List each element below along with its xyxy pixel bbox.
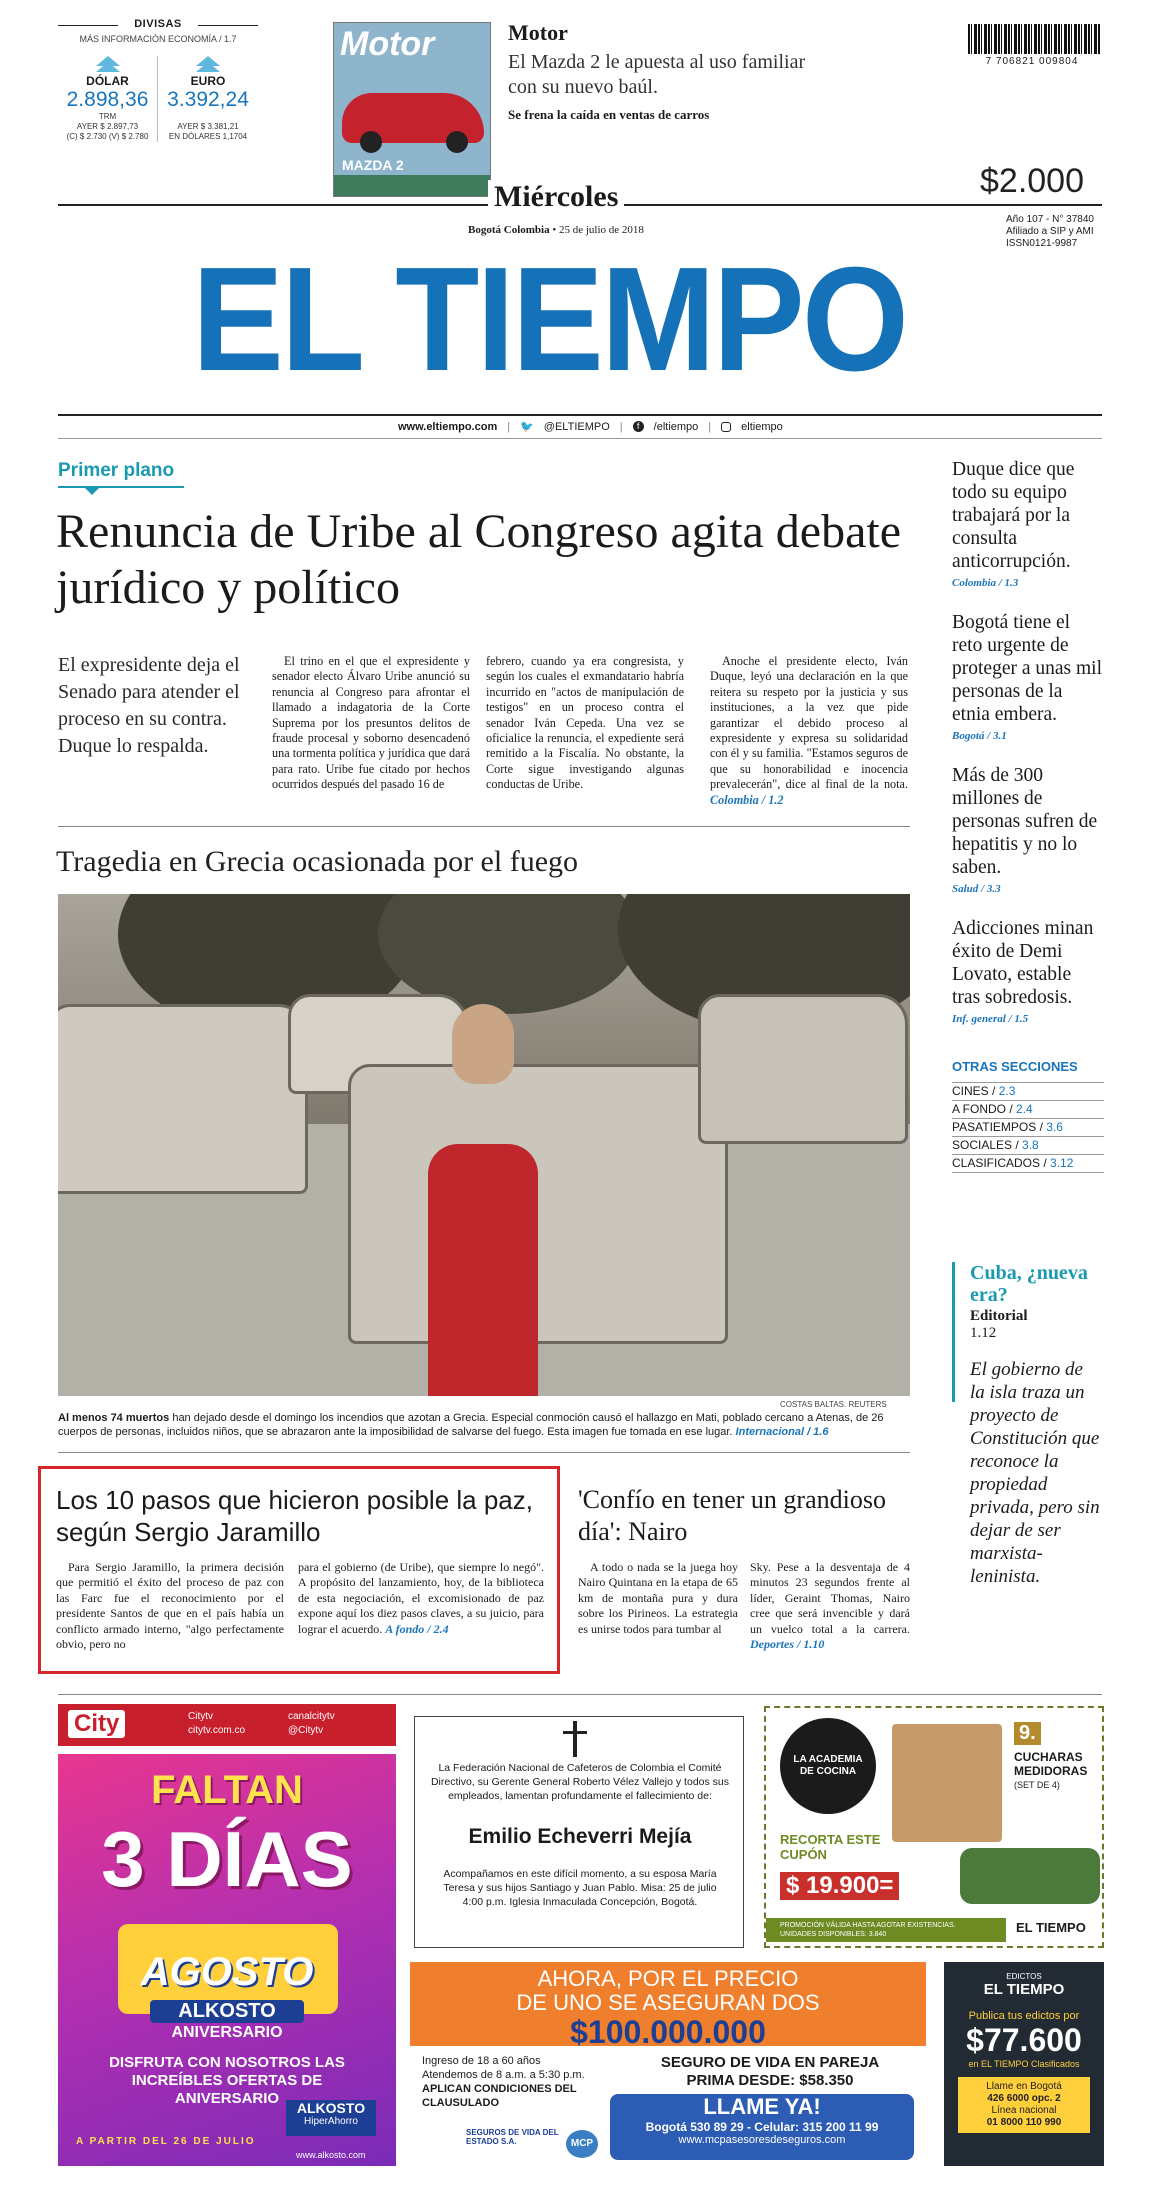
sidebar-item[interactable]: [952, 611, 1104, 742]
cross-icon-bar: [563, 1731, 587, 1734]
up-arrow-icon: [196, 62, 220, 72]
alkosto-ad[interactable]: [58, 1754, 396, 2166]
nairo-headline[interactable]: 'Confío en tener un grandioso día': Nairo: [578, 1485, 886, 1546]
alkosto-store-name: ALKOSTO: [296, 2100, 366, 2116]
insurance-logo: SEGUROS DE VIDA DEL ESTADO S.A.: [466, 2128, 559, 2146]
issue-line-3: ISSN0121-9987: [1006, 238, 1078, 249]
insurance-cta: LLAME YA!: [703, 2094, 821, 2119]
insurance-left-1: Ingreso de 18 a 60 años: [422, 2055, 541, 2067]
sidebar-item-text: Más de 300 millones de personas sufren de hepatitis y no lo saben.: [952, 765, 1098, 878]
facebook-icon: f: [633, 421, 644, 432]
sidebar-item-text: Adicciones minan éxito de Demi Lovato, estable tras sobredosis.: [952, 918, 1094, 1008]
photo-caption-bold: Al menos 74 muertos: [58, 1412, 170, 1424]
nairo-col-2: [750, 1560, 910, 1652]
edictos-phone-1: 426 6000 opc. 2: [987, 2093, 1061, 2104]
insurance-right-2: PRIMA DESDE: $58.350: [686, 2072, 854, 2089]
city-logo: City: [68, 1710, 125, 1738]
social-links: www.eltiempo.com | 🐦 @ELTIEMPO | f /eltiempo | eltiempo: [398, 420, 783, 433]
edictos-brand: EL TIEMPO: [983, 1981, 1065, 1998]
motor-subhead[interactable]: Se frena la caída en ventas de carros: [508, 107, 710, 122]
insurance-badge: MCP: [566, 2130, 598, 2158]
issue-line-2: Afiliado a SIP y AMI: [1006, 226, 1094, 237]
cocina-cut: RECORTA ESTE CUPÓN: [780, 1832, 881, 1862]
city-handle: canalcitytv: [288, 1711, 335, 1722]
cocina-set: (SET DE 4): [1014, 1780, 1060, 1790]
editorial-title: Cuba, ¿nueva era?: [970, 1262, 1088, 1306]
edictos-where: en EL TIEMPO Clasificados: [968, 2059, 1080, 2069]
lead-summary: El expresidente deja el Senado para atender el proceso en su contra. Duque lo respalda.: [58, 654, 240, 757]
euro-value: 3.392,24: [167, 88, 249, 111]
insurance-ad[interactable]: [410, 1962, 926, 2166]
obituary-intro: La Federación Nacional de Cafeteros de Colombia el Comité Directivo, su Gerente General Roberto Vélez Vallejo y todos sus empleados, lamentan profundamente el fallecimiento de:: [430, 1762, 730, 1802]
nairo-col-1: A todo o nada se la juega hoy Nairo Quintana en la etapa de 65 km de montaña pura y dura sobre los Pirineos. La estrategia es unirse todos para tumbar al: [578, 1560, 738, 1636]
alkosto-store: [286, 2100, 376, 2136]
car-wheel-icon: [446, 131, 468, 153]
editorial-box[interactable]: [970, 1262, 1100, 1588]
barcode-number: 7 706821 009804: [985, 56, 1079, 67]
other-sections-list: [952, 1082, 1104, 1173]
twitter-link[interactable]: @ELTIEMPO: [543, 420, 610, 433]
cocina-brand: LA ACADEMIA DE COCINA: [793, 1754, 863, 1777]
date-city: Bogotá Colombia: [468, 224, 550, 236]
instagram-icon: [721, 422, 731, 432]
alkosto-url: www.alkosto.com: [296, 2150, 366, 2160]
alkosto-brand-2: ALKOSTO: [150, 2000, 304, 2023]
lead-col-2: febrero, cuando ya era congresista, y según los cuales el exmandatario habría incurrido en "actos de manipulación de testigos" en un proceso contra el senador Iván Cepeda. Una vez se oficialice la renuncia, el expediente será remitido a la Fiscalía. No obstante, la Corte sigue investigando algunas conductas de Uribe.: [486, 654, 684, 792]
section-link[interactable]: SOCIALES / 3.8: [952, 1137, 1104, 1155]
edictos-call-2: Línea nacional: [991, 2105, 1057, 2116]
motor-cover-title: Motor: [340, 25, 435, 63]
edictos-call-1: Llame en Bogotá: [986, 2081, 1062, 2092]
section-link[interactable]: CLASIFICADOS / 3.12: [952, 1155, 1104, 1173]
currency-more-info: MÁS INFORMACIÓN ECONOMÍA / 1.7: [79, 34, 237, 44]
alkosto-line-2: 3 DÍAS: [101, 1815, 353, 1903]
facebook-link[interactable]: /eltiempo: [653, 420, 699, 433]
dollar-code: DÓLAR: [86, 74, 129, 88]
date-full: 25 de julio de 2018: [558, 224, 644, 236]
edictos-small: EDICTOS: [1006, 1972, 1042, 1981]
barcode: [968, 24, 1100, 54]
alkosto-date: A PARTIR DEL 26 DE JULIO: [76, 2136, 256, 2147]
masthead-logo: EL TIEMPO: [192, 237, 907, 402]
alkosto-brand-3: ANIVERSARIO: [171, 2024, 283, 2041]
city-handle: @Citytv: [288, 1725, 324, 1736]
section-link[interactable]: A FONDO / 2.4: [952, 1101, 1104, 1119]
kicker-underline: [58, 486, 184, 488]
lead-col-3-text: Anoche el presidente electo, Iván Duque, leyó una declaración en la que reitera su respeto por la justicia y sus instituciones, a la vez que pide garantizar el debido proceso al expresidente y expresa su solidaridad con él y su familia. "Estamos seguros de que su honorabilidad e inocencia prevalecerán", dice al final de la nota.: [710, 654, 908, 792]
issue-line-1: Año 107 - N° 37840: [1006, 214, 1094, 225]
section-link[interactable]: CINES / 2.3: [952, 1083, 1104, 1101]
motor-headline[interactable]: El Mazda 2 le apuesta al uso familiar con su nuevo baúl.: [508, 51, 806, 98]
other-sections-title: OTRAS SECCIONES: [952, 1059, 1078, 1074]
lead-headline[interactable]: Renuncia de Uribe al Congreso agita debate jurídico y político: [56, 505, 902, 614]
cocina-product-image: [892, 1724, 1002, 1842]
city-handle: Citytv: [188, 1711, 213, 1722]
cocina-logo: [780, 1718, 876, 1814]
date-line: Bogotá Colombia • 25 de julio de 2018: [468, 224, 644, 236]
nairo-ref[interactable]: Deportes / 1.10: [750, 1637, 825, 1652]
city-handle: citytv.com.co: [188, 1725, 246, 1736]
peace-ref[interactable]: A fondo / 2.4: [385, 1621, 449, 1636]
edictos-phone-2: 01 8000 110 990: [986, 2117, 1062, 2128]
insurance-cta-box[interactable]: [610, 2094, 914, 2160]
currency-title: DIVISAS: [118, 18, 198, 30]
photo-caption: [58, 1412, 910, 1439]
obituary-notice: [414, 1716, 744, 1948]
cocina-fine-print: PROMOCIÓN VÁLIDA HASTA AGOTAR EXISTENCIAS. UNIDADES DISPONIBLES: 3.840: [766, 1918, 1006, 1942]
issue-info: [1006, 214, 1094, 250]
currency-box: [58, 18, 258, 188]
car-wheel-icon: [360, 131, 382, 153]
obituary-body: Acompañamos en este difícil momento, a su esposa María Teresa y sus hijos Santiago y Juan Pablo. Misa: 25 de julio 4:00 p.m. Iglesia Inmaculada Concepción, Bogotá.: [443, 1868, 717, 1908]
euro-block: [158, 56, 258, 142]
alkosto-tagline: DISFRUTA CON NOSOTROS LAS INCREÍBLES OFERTAS DE ANIVERSARIO: [109, 2054, 345, 2107]
right-sidebar: [952, 458, 1104, 1173]
city-ad-header[interactable]: [58, 1704, 396, 1746]
fire-photo: [58, 894, 910, 1396]
measuring-spoons-image: [960, 1848, 1100, 1904]
dollar-buy-sell: (C) $ 2.730 (V) $ 2.780: [66, 132, 149, 141]
peace-col-2: [298, 1560, 544, 1637]
editorial-ref: 1.12: [970, 1325, 997, 1341]
insurance-left-2: Atendemos de 8 a.m. a 5:30 p.m.: [422, 2069, 585, 2081]
sidebar-item-text: Bogotá tiene el reto urgente de proteger a unas mil personas de la etnia embera.: [952, 612, 1102, 725]
insurance-left-3: APLICAN CONDICIONES DEL CLAUSULADO: [422, 2083, 577, 2109]
section-link[interactable]: PASATIEMPOS / 3.6: [952, 1119, 1104, 1137]
alkosto-store-sub: HiperAhorro: [304, 2116, 358, 2127]
photo-credit: COSTAS BALTAS. REUTERS: [780, 1400, 887, 1409]
up-arrow-icon: [96, 62, 120, 72]
cocina-price: $ 19.900=: [780, 1872, 899, 1900]
motor-cover[interactable]: [333, 22, 491, 197]
editorial-label: Editorial: [970, 1308, 1028, 1324]
cocina-badge: 9.: [1014, 1722, 1041, 1745]
photo-story-headline[interactable]: Tragedia en Grecia ocasionada por el fuego: [56, 845, 579, 878]
twitter-icon: 🐦: [520, 421, 534, 433]
cocina-ad[interactable]: [764, 1706, 1104, 1948]
lead-kicker: Primer plano: [58, 460, 175, 481]
sidebar-item[interactable]: [952, 458, 1104, 589]
photo-caption-text: han dejado desde el domingo los incendios que azotan a Grecia. Especial conmoción causó el hallazgo en Mati, poblado cercano a Atenas, de 26 cuerpos de personas, incluidos niños, que se abrazaron ante la imposibilidad de salvarse del fuego. Esta imagen fue tomada en ese lugar.: [58, 1412, 884, 1438]
peace-col-2-text: para el gobierno (de Uribe), que siempre lo negó". A propósito del lanzamiento, hoy, de la biblioteca de esta negociación, el excomisionado de paz expone aquí los diez pasos claves, a su juicio, para lograr el acuerdo.: [298, 1560, 544, 1636]
lead-col-3-ref[interactable]: Colombia / 1.2: [710, 792, 784, 807]
cross-icon: [573, 1721, 577, 1757]
website-link[interactable]: www.eltiempo.com: [398, 420, 498, 433]
obituary-name: Emilio Echeverri Mejía: [468, 1825, 692, 1848]
sidebar-item-ref[interactable]: Inf. general / 1.5: [952, 1013, 1029, 1025]
sidebar-item-ref[interactable]: Colombia / 1.3: [952, 577, 1019, 589]
sidebar-item-ref[interactable]: Bogotá / 3.1: [952, 730, 1007, 742]
sidebar-item-text: Duque dice que todo su equipo trabajará por la consulta anticorrupción.: [952, 459, 1075, 572]
peace-headline[interactable]: Los 10 pasos que hicieron posible la paz, según Sergio Jaramillo: [56, 1485, 533, 1547]
cover-strip: [334, 175, 491, 197]
dollar-value: 2.898,36: [66, 88, 149, 111]
sidebar-item-ref[interactable]: Salud / 3.3: [952, 883, 1001, 895]
nairo-col-2-text: Sky. Pese a la desventaja de 4 minutos 23 segundos frente al líder, Geraint Thomas, Nairo cree que será invencible y dará un vuelco total a la carrera.: [750, 1560, 910, 1636]
euro-in-dollars: EN DÓLARES 1,1704: [168, 132, 248, 141]
burned-car: [58, 1004, 308, 1194]
insurance-amount: $100.000.000: [570, 2014, 766, 2050]
insurance-url: www.mcpasesoresdeseguros.com: [678, 2134, 846, 2146]
euro-yesterday: AYER $ 3.381,21: [177, 122, 239, 131]
insurance-right-1: SEGURO DE VIDA EN PAREJA: [660, 2054, 880, 2071]
motor-section-label: Motor: [508, 20, 568, 45]
editorial-rule: [952, 1262, 955, 1402]
burned-car: [698, 994, 908, 1144]
kicker-pointer-icon: [84, 487, 100, 495]
edictos-price: $77.600: [966, 2022, 1082, 2058]
dollar-yesterday: AYER $ 2.897,73: [76, 122, 139, 131]
editorial-text: El gobierno de la isla traza un proyecto de Constitución que reconoce la propiedad privada, pero sin dejar de ser marxista-leninista.: [970, 1359, 1100, 1587]
sidebar-item[interactable]: [952, 764, 1104, 895]
edictos-line: Publica tus edictos por: [968, 2010, 1080, 2022]
price: $2.000: [980, 162, 1084, 200]
instagram-link[interactable]: eltiempo: [741, 420, 783, 433]
insurance-headline-2: DE UNO SE ASEGURAN DOS: [516, 1990, 820, 2015]
edictos-contact: [958, 2077, 1090, 2133]
dollar-label: TRM: [98, 112, 117, 121]
woman-figure: [418, 1004, 548, 1396]
motor-cover-car: MAZDA 2: [342, 157, 404, 173]
peace-col-1: Para Sergio Jaramillo, la primera decisión que permitió el éxito del proceso de paz con las Farc fue el reconocimiento por el presidente Santos de que en el país había un conflicto armado interno, "algo perfectamente obvio, pero no: [56, 1560, 284, 1652]
cocina-eltiempo-logo: EL TIEMPO: [1016, 1920, 1086, 1935]
insurance-phones: Bogotá 530 89 29 - Celular: 315 200 11 99: [645, 2120, 879, 2134]
weekday: Miércoles: [488, 180, 624, 214]
alkosto-brand-1: AGOSTO: [140, 1950, 314, 1994]
insurance-headline-1: AHORA, POR EL PRECIO: [537, 1966, 799, 1991]
edictos-ad[interactable]: [944, 1962, 1104, 2166]
alkosto-line-1: FALTAN: [151, 1768, 303, 1812]
cocina-product: CUCHARAS MEDIDORAS: [1014, 1750, 1088, 1778]
lead-col-3: [710, 654, 908, 808]
sidebar-item[interactable]: [952, 917, 1104, 1025]
euro-code: EURO: [190, 74, 226, 88]
dollar-block: [58, 56, 158, 142]
lead-col-1: El trino en el que el expresidente y senador electo Álvaro Uribe anunció su renuncia al Congreso para afrontar el llamado a indagatoria de la Corte Suprema por los presuntos delitos de fraude procesal y soborno desencadenó una tormenta política y jurídica que dará para rato. Uribe fue citado por hechos ocurridos después del pasado 16 de: [272, 654, 470, 792]
photo-caption-ref[interactable]: Internacional / 1.6: [735, 1425, 829, 1438]
